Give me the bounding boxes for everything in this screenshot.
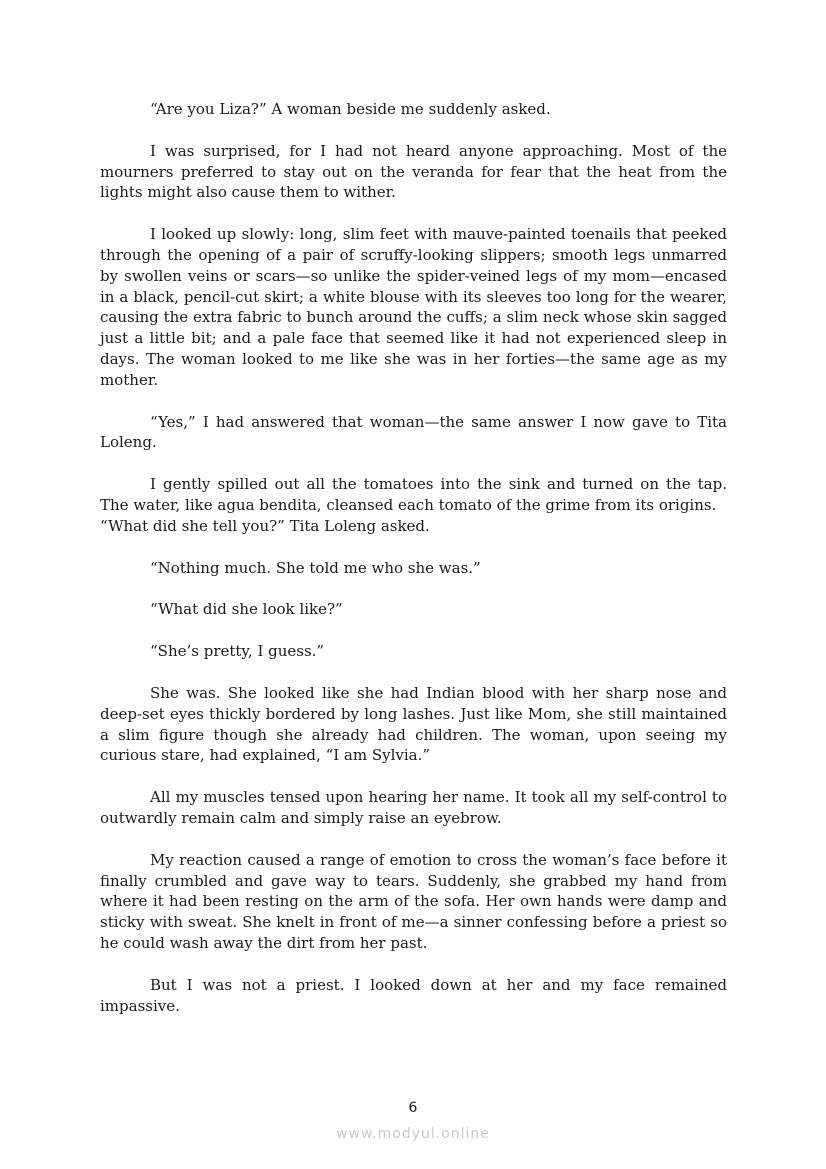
paragraph: I was surprised, for I had not heard anyone approaching. Most of the mourners preferred to stay out on the veranda for fear that the heat from the lights might also cause them to wither.	[100, 141, 727, 202]
page-body	[100, 99, 727, 1037]
paragraph: I looked up slowly: long, slim feet with mauve-painted toenails that peeked through the opening of a pair of scruffy-looking slippers; smooth legs unmarred by swollen veins or scars—so unlike the spider-veined legs of my mom—encased in a black, pencil-cut skirt; a white blouse with its sleeves too long for the wearer, causing the extra fabric to bunch around the cuffs; a slim neck whose skin sagged just a little bit; and a pale face that seemed like it had not experienced sleep in days. The woman looked to me like she was in her forties—the same age as my mother.	[100, 225, 727, 389]
paragraph: But I was not a priest. I looked down at her and my face remained impassive.	[100, 975, 727, 1015]
paragraph: “Are you Liza?” A woman beside me suddenly asked.	[150, 100, 551, 118]
paragraph: “What did she tell you?” Tita Loleng asked.	[100, 516, 430, 535]
paragraph: “She’s pretty, I guess.”	[150, 642, 325, 661]
paragraph: “What did she look like?”	[150, 600, 343, 619]
paragraph: “Nothing much. She told me who she was.”	[150, 558, 481, 577]
paragraph: “Yes,” I had answered that woman—the same answer I now gave to Tita Loleng.	[100, 412, 727, 452]
paragraph: I gently spilled out all the tomatoes into the sink and turned on the tap. The water, like agua bendita, cleansed each tomato of the grime from its origins.	[100, 475, 727, 514]
paragraph: My reaction caused a range of emotion to cross the woman’s face before it finally crumbled and gave way to tears. Suddenly, she grabbed my hand from where it had been resting on the arm of the sofa. Her own hands were damp and sticky with sweat. She knelt in front of me—a sinner confessing before a priest so he could wash away the dirt from her past.	[100, 850, 727, 952]
page-number: 6	[408, 1100, 418, 1116]
paragraph: She was. She looked like she had Indian blood with her sharp nose and deep-set eyes thickly bordered by long lashes. Just like Mom, she still maintained a slim figure though she already had children. The woman, upon seeing my curious stare, had explained, “I am Sylvia.”	[100, 683, 727, 765]
paragraph: All my muscles tensed upon hearing her name. It took all my self-control to outwardly remain calm and simply raise an eyebrow.	[100, 788, 727, 827]
watermark: www.modyul.online	[336, 1126, 490, 1142]
